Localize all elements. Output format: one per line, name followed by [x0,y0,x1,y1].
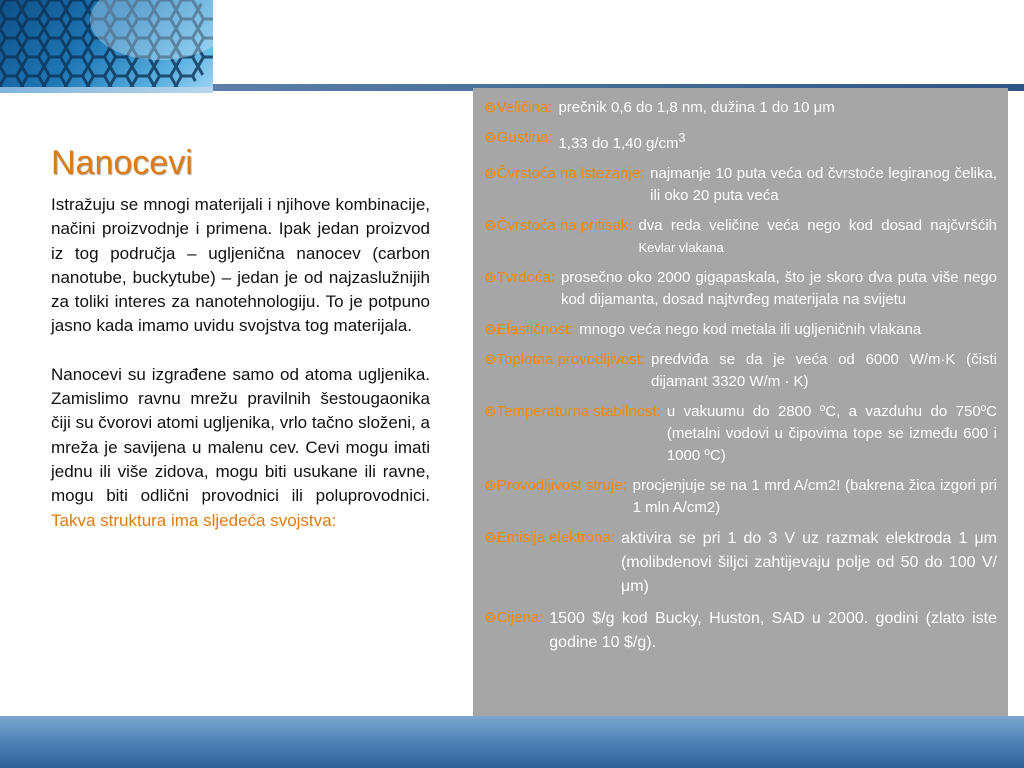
property-item [484,215,997,259]
property-item [484,163,997,207]
bullet-icon: ⊚ [484,217,497,234]
paragraph-2-text: Nanocevi su izgrađene samo od atoma ugljenika. Zamislimo ravnu mrežu pravilnih šestougaonika čiji su čvorovi atomi ugljenika, vrlo tačno složeni, a mreža je savijena u malenu cev. Cevi mogu imati jednu ili više zidova, mogu biti usukane ili ravne, mogu biti odlični provodnici ili poluprovodnici. [51,364,430,506]
property-item [484,527,997,599]
property-value: najmanje 10 puta veća od čvrstoće legiranog čelika, ili oko 20 puta veća [650,165,997,204]
bullet-icon: ⊚ [484,609,497,626]
intro-text [51,193,430,557]
properties-panel [473,88,1008,730]
nanotube-icon [0,0,213,87]
paragraph-2 [51,363,430,533]
property-label: Čvrstoća na istezanje: [496,165,645,182]
property-item [484,401,997,467]
bullet-icon: ⊚ [484,529,497,546]
bullet-icon: ⊚ [484,477,497,494]
property-label: Veličina: [496,99,553,116]
property-label: Temperaturna stabilnost: [496,403,661,420]
footer-band [0,716,1024,768]
bullet-icon: ⊚ [484,99,497,116]
property-value: mnogo veća nego kod metala ili ugljeničnih vlakana [579,321,922,338]
property-item [484,349,997,393]
property-value-small: Kevlar vlakana [638,240,724,255]
property-value: dva reda veličine veća nego kod dosad najčvršćih [638,217,997,234]
bullet-icon: ⊚ [484,403,497,420]
property-label: Elastičnost: [496,321,574,338]
property-item [484,475,997,519]
property-item [484,607,997,655]
bullet-icon: ⊚ [484,129,497,146]
property-label: Toplotna provodljivost: [496,351,645,368]
property-item [484,319,997,341]
paragraph-2-accent: Takva struktura ima sljedeća svojstva: [51,510,337,530]
property-value: predviđa se da je veća od 6000 W/m·K (čisti dijamant 3320 W/m · K) [651,351,997,390]
paragraph-1: Istražuju se mnogi materijali i njihove kombinacije, načini proizvodnje i primena. Ipak jedan proizvod iz tog područja – ugljenična nanocev (carbon nanotube, buckytube) – jedan je od najzaslužnijih za toliki interes za nanotehnologiju. To je potpuno jasno kada imamo uvidu svojstva tog materijala. [51,195,430,336]
property-item [484,97,997,119]
superscript: 3 [678,131,686,145]
property-value: aktivira se pri 1 do 3 V uz razmak elektroda 1 μm (molibdenovi šiljci zahtijevaju polje od 50 do 100 V/μm) [620,530,997,595]
bullet-icon: ⊚ [484,351,497,368]
property-label: Provodljivost struje: [496,477,627,494]
bullet-icon: ⊚ [484,165,497,182]
property-item [484,127,997,155]
property-item [484,267,997,311]
bullet-icon: ⊚ [484,269,497,286]
property-label: Gustina: [496,129,553,146]
property-value: prosečno oko 2000 gigapaskala, što je skoro dva puta više nego kod dijamanta, dosad najtvrđeg materijala na svijetu [560,269,997,308]
bullet-icon: ⊚ [484,321,497,338]
property-value: 1,33 do 1,40 g/cm [558,135,679,152]
property-value: procjenjuje se na 1 mrd A/cm2! (bakrena žica izgori pri 1 mln A/cm2) [632,477,997,516]
property-label: Tvrdoća: [496,269,555,286]
property-label: Čvrstoća na pritisak: [496,217,633,234]
property-label: Cijena: [496,609,544,626]
property-value: prečnik 0,6 do 1,8 nm, dužina 1 do 10 μm [558,99,835,116]
property-value: u vakuumu do 2800 ºC, a vazduhu do 750ºC (metalni vodovi u čipovima tope se između 600 i 1000 ºC) [666,403,997,464]
page-title: Nanocevi [51,144,193,182]
corner-nanotube-image [0,0,213,87]
property-label: Emisija elektrona: [496,529,615,546]
property-value: 1500 $/g kod Bucky, Huston, SAD u 2000. godini (zlato iste godine 10 $/g). [549,610,997,651]
header-accent-strip [0,87,213,93]
